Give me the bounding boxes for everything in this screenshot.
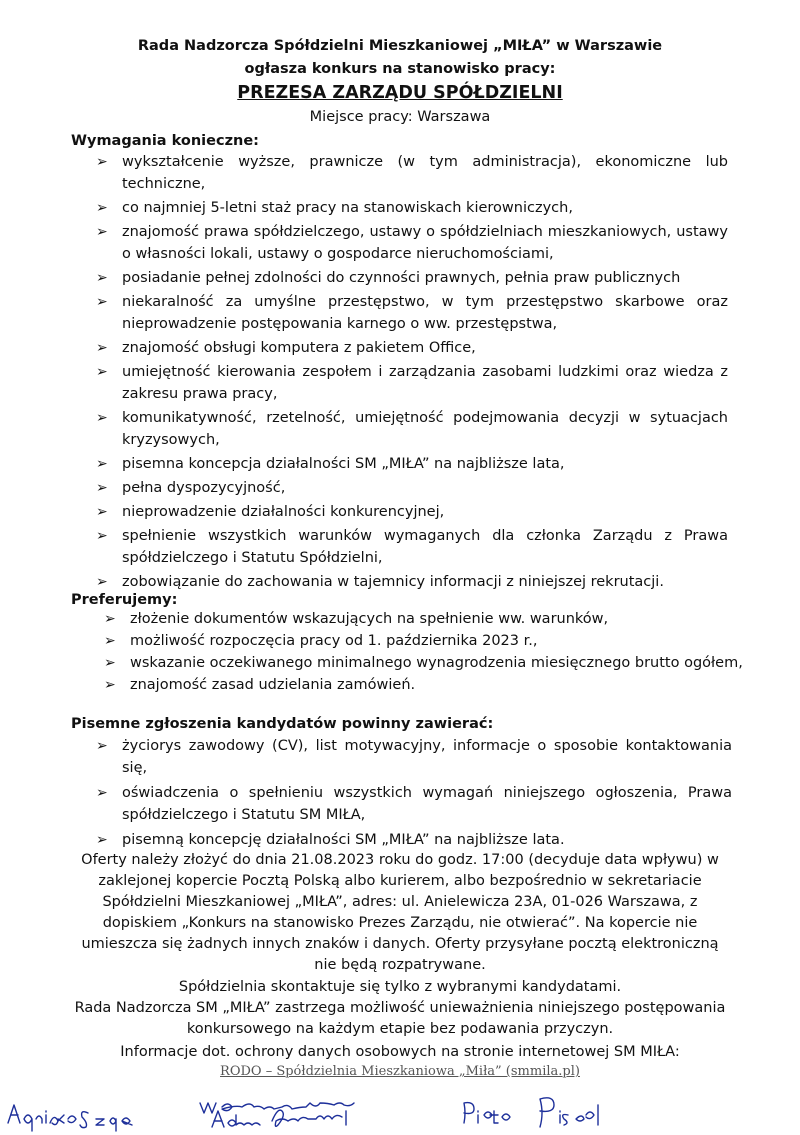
bullet-arrow-icon: ➢ [96, 364, 108, 380]
application-item-text: pisemną koncepcję działalności SM „MIŁA” na najbliższe lata. [122, 832, 565, 848]
required-item [96, 361, 728, 405]
preferred-list [104, 608, 744, 696]
required-item-text: wykształcenie wyższe, prawnicze (w tym administracja), ekonomiczne lub techniczne, [122, 154, 728, 192]
bullet-arrow-icon: ➢ [104, 611, 116, 627]
preferred-item [104, 652, 744, 674]
required-item [96, 291, 728, 335]
required-item-text: pisemna koncepcja działalności SM „MIŁA” na najbliższe lata, [122, 456, 565, 472]
header-line-1: Rada Nadzorcza Spółdzielni Mieszkaniowej „MIŁA” w Warszawie [137, 38, 663, 54]
required-item-text: spełnienie wszystkich warunków wymaganych dla członka Zarządu z Prawa spółdzielczego i Statutu Spółdzielni, [122, 528, 728, 566]
bullet-arrow-icon: ➢ [96, 738, 108, 754]
required-item [96, 453, 728, 475]
required-item [96, 151, 728, 195]
required-item-text: co najmniej 5-letni staż pracy na stanowiskach kierowniczych, [122, 200, 573, 216]
bullet-arrow-icon: ➢ [96, 456, 108, 472]
bullet-arrow-icon: ➢ [96, 528, 108, 544]
header-line-2: ogłasza konkurs na stanowisko pracy: [244, 61, 556, 77]
preferred-item [104, 674, 744, 696]
bullet-arrow-icon: ➢ [104, 633, 116, 649]
reservation-note: Rada Nadzorcza SM „MIŁA” zastrzega możliwość unieważnienia niniejszego postępowania konkursowego na każdym etapie bez podawania przyczyn. [74, 1000, 726, 1037]
application-list [96, 735, 732, 851]
required-heading: Wymagania konieczne: [71, 133, 259, 149]
bullet-arrow-icon: ➢ [96, 504, 108, 520]
required-item [96, 407, 728, 451]
handwritten-signatures [0, 1075, 800, 1135]
required-item [96, 501, 728, 523]
bullet-arrow-icon: ➢ [96, 200, 108, 216]
preferred-item-text: znajomość zasad udzielania zamówień. [130, 677, 416, 693]
bullet-arrow-icon: ➢ [96, 224, 108, 240]
offers-paragraph: Oferty należy złożyć do dnia 21.08.2023 roku do godz. 17:00 (decyduje data wpływu) w zaklejonej kopercie Pocztą Polską albo kurierem, albo bezpośrednio w sekretariacie Spółdzielni Mieszkaniowej „MIŁA”, adres: ul. Anielewicza 23A, 01-026 Warszawa, z dopiskiem „Konkurs na stanowisko Prezes Zarządu, nie otwierać”. Na kopercie nie umieszcza się żadnych innych znaków i danych. Oferty przysyłane pocztą elektroniczną nie będą rozpatrywane. [81, 852, 719, 973]
required-item-text: znajomość obsługi komputera z pakietem Office, [122, 340, 476, 356]
bullet-arrow-icon: ➢ [96, 410, 108, 426]
bullet-arrow-icon: ➢ [104, 655, 116, 671]
job-title: PREZESA ZARZĄDU SPÓŁDZIELNI [237, 83, 563, 103]
bullet-arrow-icon: ➢ [96, 270, 108, 286]
preferred-item-text: złożenie dokumentów wskazujących na spełnienie ww. warunków, [130, 611, 609, 627]
bullet-arrow-icon: ➢ [96, 832, 108, 848]
application-item [96, 782, 732, 826]
required-item-text: zobowiązanie do zachowania w tajemnicy informacji z niniejszej rekrutacji. [122, 574, 664, 590]
preferred-item-text: możliwość rozpoczęcia pracy od 1. października 2023 r., [130, 633, 538, 649]
preferred-item [104, 630, 744, 652]
preferred-item [104, 608, 744, 630]
bullet-arrow-icon: ➢ [96, 480, 108, 496]
preferred-item-text: wskazanie oczekiwanego minimalnego wynagrodzenia miesięcznego brutto ogółem, [130, 655, 743, 671]
required-list [96, 151, 728, 593]
required-item [96, 525, 728, 569]
required-item-text: pełna dyspozycyjność, [122, 480, 286, 496]
bullet-arrow-icon: ➢ [104, 677, 116, 693]
bullet-arrow-icon: ➢ [96, 154, 108, 170]
bullet-arrow-icon: ➢ [96, 294, 108, 310]
rodo-info: Informacje dot. ochrony danych osobowych na stronie internetowej SM MIŁA: [120, 1044, 680, 1060]
required-item-text: komunikatywność, rzetelność, umiejętność podejmowania decyzji w sytuacjach kryzysowych, [122, 410, 728, 448]
required-item [96, 571, 728, 593]
required-item [96, 337, 728, 359]
required-item-text: niekaralność za umyślne przestępstwo, w tym przestępstwo skarbowe oraz nieprowadzenie postępowania karnego o ww. przestępstwa, [122, 294, 728, 332]
application-item [96, 735, 732, 779]
rodo-link[interactable]: RODO – Spółdzielnia Mieszkaniowa „Miła” (smmila.pl) [220, 1064, 580, 1079]
application-item-text: życiorys zawodowy (CV), list motywacyjny, informacje o sposobie kontaktowania się, [122, 738, 732, 776]
bullet-arrow-icon: ➢ [96, 340, 108, 356]
application-item [96, 829, 732, 851]
required-item-text: umiejętność kierowania zespołem i zarządzania zasobami ludzkimi oraz wiedza z zakresu prawa pracy, [122, 364, 728, 402]
bullet-arrow-icon: ➢ [96, 574, 108, 590]
required-item-text: znajomość prawa spółdzielczego, ustawy o spółdzielniach mieszkaniowych, ustawy o własności lokali, ustawy o gospodarce nieruchomościami, [122, 224, 728, 262]
required-item [96, 267, 728, 289]
work-place: Miejsce pracy: Warszawa [309, 109, 491, 125]
bullet-arrow-icon: ➢ [96, 785, 108, 801]
required-item [96, 477, 728, 499]
required-item [96, 197, 728, 219]
application-heading: Pisemne zgłoszenia kandydatów powinny zawierać: [71, 716, 494, 732]
required-item [96, 221, 728, 265]
required-item-text: posiadanie pełnej zdolności do czynności prawnych, pełnia praw publicznych [122, 270, 681, 286]
application-item-text: oświadczenia o spełnieniu wszystkich wymagań niniejszego ogłoszenia, Prawa spółdzielczego i Statutu SM MIŁA, [122, 785, 732, 823]
required-item-text: nieprowadzenie działalności konkurencyjnej, [122, 504, 445, 520]
contact-note: Spółdzielnia skontaktuje się tylko z wybranymi kandydatami. [178, 979, 622, 995]
preferred-heading: Preferujemy: [71, 592, 178, 608]
